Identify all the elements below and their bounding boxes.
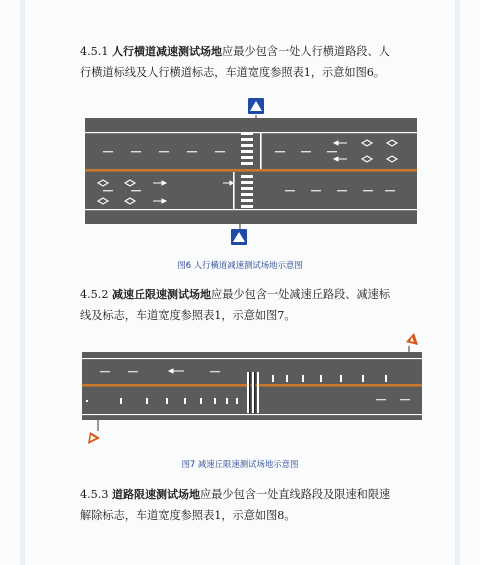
paragraph-text: 应最少包含一处人行横道路段、人 (222, 45, 390, 58)
section-number: 4.5.3 (80, 488, 109, 501)
section-number: 4.5.2 (80, 288, 109, 301)
paragraph-text: 线及标志，车道宽度参照表1，示意如图7。 (80, 309, 296, 322)
paragraph-4-5-2 (80, 284, 425, 326)
paragraph-text: 解除标志，车道宽度参照表1，示意如图8。 (80, 509, 296, 522)
crosswalk-sign-icon (231, 224, 247, 245)
speed-bump-warning-sign-icon (88, 420, 100, 444)
page-shadow-stripe (20, 0, 25, 565)
speed-bump (247, 372, 259, 413)
section-title: 道路限速测试场地 (112, 488, 201, 501)
figure-6-crosswalk-diagram (85, 96, 417, 248)
section-number: 4.5.1 (80, 45, 109, 58)
figure-7-speed-bump-diagram (80, 328, 425, 450)
paragraph-text: 行横道标线及人行横道标志，车道宽度参照表1，示意如图6。 (80, 66, 386, 79)
road-center-line (85, 169, 417, 172)
speed-bump-warning-sign-icon (406, 333, 418, 352)
road-edge-line (82, 414, 422, 415)
figure-6-caption: 图6 人行横道减速测试场地示意图 (177, 260, 303, 270)
section-title: 人行横道减速测试场地 (112, 45, 223, 58)
paragraph-text: 应最少包含一处直线路段及限速和限速 (200, 488, 391, 501)
paragraph-text: 应最少包含一处减速丘路段、减速标 (211, 288, 391, 301)
paragraph-4-5-1 (80, 41, 425, 83)
paragraph-4-5-3 (80, 484, 425, 526)
road-edge-line (85, 209, 417, 210)
stop-line (260, 133, 262, 169)
road-edge-line (82, 358, 422, 359)
page-shadow-stripe (455, 0, 460, 565)
crosswalk-sign-icon (248, 98, 264, 120)
section-title: 减速丘限速测试场地 (112, 288, 212, 301)
figure-7-caption: 图7 减速丘限速测试场地示意图 (181, 459, 299, 469)
stop-line (233, 172, 235, 209)
